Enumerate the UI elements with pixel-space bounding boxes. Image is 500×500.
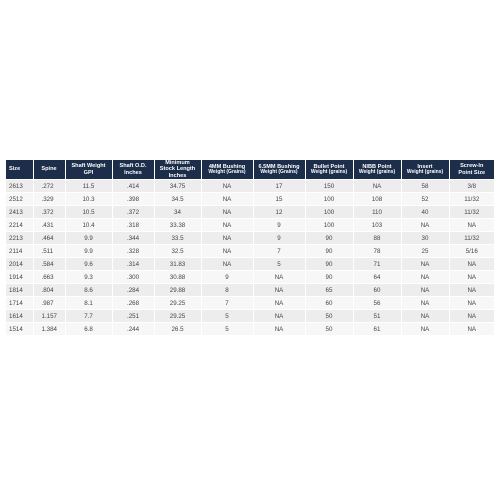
nibb-point-weight-cell: 61 [353,323,401,336]
bullet-point-weight-cell: 100 [305,206,353,219]
shaft-od-cell: .251 [112,310,154,323]
size-cell: 2014 [6,258,33,271]
screw-in-point-size-cell: 3/8 [449,180,494,193]
bullet-point-weight-cell: 90 [305,232,353,245]
min-stock-length-header-line: Stock Length [159,166,196,173]
shaft-od-header [112,160,154,180]
min-stock-length-cell: 30.88 [154,271,201,284]
min-stock-length-cell: 33.5 [154,232,201,245]
table-row [6,323,494,336]
bullet-point-weight-cell: 90 [305,271,353,284]
6-5mm-bushing-weight-cell: 17 [253,180,305,193]
shaft-weight-header [65,160,112,180]
bullet-point-weight-cell: 65 [305,284,353,297]
min-stock-length-cell: 26.5 [154,323,201,336]
size-cell: 2213 [6,232,33,245]
nibb-point-weight-cell: 71 [353,258,401,271]
nibb-point-weight-header [353,160,401,180]
insert-weight-header-line: Weight (grains) [406,168,444,175]
screw-in-point-size-cell: NA [449,219,494,232]
shaft-weight-cell: 11.5 [65,180,112,193]
nibb-point-weight-cell: 78 [353,245,401,258]
insert-weight-cell: NA [401,219,449,232]
size-cell: 2413 [6,206,33,219]
min-stock-length-cell: 29.25 [154,310,201,323]
spine-cell: .431 [33,219,65,232]
spine-cell: .372 [33,206,65,219]
screw-in-point-size-header-line: Point Size [458,169,486,176]
size-header [6,160,33,180]
min-stock-length-cell: 34.5 [154,193,201,206]
table-body [6,180,494,336]
4mm-bushing-weight-cell: 5 [201,310,253,323]
shaft-od-cell: .328 [112,245,154,258]
4mm-bushing-weight-header-line: 4MM Bushing [208,163,246,170]
spine-cell: .464 [33,232,65,245]
screw-in-point-size-cell: 11/32 [449,193,494,206]
size-cell: 2512 [6,193,33,206]
min-stock-length-cell: 34.75 [154,180,201,193]
nibb-point-weight-cell: 110 [353,206,401,219]
shaft-od-cell: .300 [112,271,154,284]
size-cell: 1514 [6,323,33,336]
nibb-point-weight-header-line: NIBB Point [362,163,392,170]
shaft-weight-header-line: Shaft Weight [71,163,106,170]
4mm-bushing-weight-cell: 9 [201,271,253,284]
header-row [6,160,494,180]
table-row [6,284,494,297]
size-header-line: Size [9,166,21,173]
insert-weight-cell: 52 [401,193,449,206]
spine-cell: .329 [33,193,65,206]
6-5mm-bushing-weight-header-line: Weight (Grains) [260,168,298,175]
shaft-od-cell: .244 [112,323,154,336]
4mm-bushing-weight-cell: NA [201,232,253,245]
insert-weight-header-line: Insert [417,163,433,170]
bullet-point-weight-cell: 50 [305,323,353,336]
spine-cell: .663 [33,271,65,284]
screw-in-point-size-cell: NA [449,271,494,284]
spine-cell: .584 [33,258,65,271]
shaft-od-cell: .268 [112,297,154,310]
bullet-point-weight-cell: 100 [305,193,353,206]
bullet-point-weight-header-line: Bullet Point [313,163,345,170]
6-5mm-bushing-weight-cell: NA [253,284,305,297]
size-cell: 2613 [6,180,33,193]
bullet-point-weight-cell: 50 [305,310,353,323]
shaft-od-cell: .318 [112,219,154,232]
spine-cell: .511 [33,245,65,258]
min-stock-length-header-line: Inches [168,172,187,179]
insert-weight-header [401,160,449,180]
table-row [6,180,494,193]
bullet-point-weight-cell: 150 [305,180,353,193]
arrow-spec-table [6,160,494,335]
min-stock-length-cell: 34 [154,206,201,219]
6-5mm-bushing-weight-cell: NA [253,297,305,310]
insert-weight-cell: 25 [401,245,449,258]
screw-in-point-size-cell: NA [449,323,494,336]
bullet-point-weight-cell: 90 [305,245,353,258]
6-5mm-bushing-weight-cell: NA [253,323,305,336]
table-row [6,258,494,271]
spine-cell: 1.157 [33,310,65,323]
shaft-od-cell: .414 [112,180,154,193]
screw-in-point-size-cell: 5/16 [449,245,494,258]
nibb-point-weight-cell: 103 [353,219,401,232]
insert-weight-cell: 40 [401,206,449,219]
insert-weight-cell: NA [401,258,449,271]
insert-weight-cell: NA [401,310,449,323]
shaft-weight-cell: 10.3 [65,193,112,206]
shaft-weight-cell: 10.5 [65,206,112,219]
insert-weight-cell: 30 [401,232,449,245]
size-cell: 1714 [6,297,33,310]
size-cell: 1814 [6,284,33,297]
insert-weight-cell: 58 [401,180,449,193]
bullet-point-weight-header-line: Weight (grains) [310,168,348,175]
shaft-weight-cell: 10.4 [65,219,112,232]
screw-in-point-size-cell: NA [449,258,494,271]
nibb-point-weight-cell: 108 [353,193,401,206]
min-stock-length-header [154,160,201,180]
spine-header [33,160,65,180]
4mm-bushing-weight-header-line: Weight (Grains) [208,168,246,175]
4mm-bushing-weight-cell: 7 [201,297,253,310]
table-row [6,206,494,219]
6-5mm-bushing-weight-cell: 5 [253,258,305,271]
table-row [6,271,494,284]
size-cell: 2114 [6,245,33,258]
shaft-weight-cell: 9.6 [65,258,112,271]
6-5mm-bushing-weight-cell: 15 [253,193,305,206]
table-row [6,232,494,245]
spine-cell: .987 [33,297,65,310]
screw-in-point-size-cell: NA [449,297,494,310]
table-row [6,245,494,258]
screw-in-point-size-cell: 11/32 [449,206,494,219]
4mm-bushing-weight-cell: NA [201,258,253,271]
shaft-od-header-line: Shaft O.D. [119,163,147,170]
4mm-bushing-weight-cell: NA [201,180,253,193]
min-stock-length-cell: 33.38 [154,219,201,232]
shaft-weight-cell: 9.3 [65,271,112,284]
screw-in-point-size-cell: NA [449,310,494,323]
4mm-bushing-weight-cell: NA [201,206,253,219]
min-stock-length-cell: 32.5 [154,245,201,258]
shaft-weight-header-line: GPI [83,169,94,176]
6-5mm-bushing-weight-cell: 9 [253,219,305,232]
table-row [6,310,494,323]
shaft-od-cell: .344 [112,232,154,245]
nibb-point-weight-cell: NA [353,180,401,193]
table-header [6,160,494,180]
shaft-weight-cell: 7.7 [65,310,112,323]
table-row [6,297,494,310]
4mm-bushing-weight-header [201,160,253,180]
spine-cell: 1.384 [33,323,65,336]
nibb-point-weight-header-line: Weight (grains) [358,168,396,175]
min-stock-length-cell: 29.25 [154,297,201,310]
spine-cell: .804 [33,284,65,297]
nibb-point-weight-cell: 88 [353,232,401,245]
size-cell: 1914 [6,271,33,284]
screw-in-point-size-header [449,160,494,180]
6-5mm-bushing-weight-cell: 7 [253,245,305,258]
shaft-od-cell: .398 [112,193,154,206]
size-cell: 2214 [6,219,33,232]
min-stock-length-header-line: Minimum [165,160,190,166]
6-5mm-bushing-weight-cell: 9 [253,232,305,245]
bullet-point-weight-header [305,160,353,180]
6-5mm-bushing-weight-header-line: 6.5MM Bushing [258,163,300,170]
size-cell: 1614 [6,310,33,323]
bullet-point-weight-cell: 90 [305,258,353,271]
6-5mm-bushing-weight-cell: NA [253,271,305,284]
shaft-weight-cell: 6.8 [65,323,112,336]
shaft-od-cell: .372 [112,206,154,219]
shaft-od-cell: .284 [112,284,154,297]
insert-weight-cell: NA [401,297,449,310]
min-stock-length-cell: 29.88 [154,284,201,297]
nibb-point-weight-cell: 51 [353,310,401,323]
shaft-od-cell: .314 [112,258,154,271]
shaft-weight-cell: 8.6 [65,284,112,297]
4mm-bushing-weight-cell: NA [201,193,253,206]
table-row [6,193,494,206]
shaft-weight-cell: 9.9 [65,245,112,258]
6-5mm-bushing-weight-cell: 12 [253,206,305,219]
shaft-od-header-line: Inches [124,169,142,176]
min-stock-length-cell: 31.83 [154,258,201,271]
shaft-weight-cell: 9.9 [65,232,112,245]
4mm-bushing-weight-cell: 8 [201,284,253,297]
table-row [6,219,494,232]
6-5mm-bushing-weight-cell: NA [253,310,305,323]
4mm-bushing-weight-cell: 5 [201,323,253,336]
bullet-point-weight-cell: 100 [305,219,353,232]
spine-cell: .272 [33,180,65,193]
screw-in-point-size-cell: 11/32 [449,232,494,245]
screw-in-point-size-header-line: Screw-In [460,163,484,170]
4mm-bushing-weight-cell: NA [201,245,253,258]
shaft-weight-cell: 8.1 [65,297,112,310]
spine-header-line: Spine [41,166,57,173]
insert-weight-cell: NA [401,323,449,336]
insert-weight-cell: NA [401,284,449,297]
nibb-point-weight-cell: 60 [353,284,401,297]
nibb-point-weight-cell: 56 [353,297,401,310]
screw-in-point-size-cell: NA [449,284,494,297]
insert-weight-cell: NA [401,271,449,284]
6-5mm-bushing-weight-header [253,160,305,180]
bullet-point-weight-cell: 60 [305,297,353,310]
nibb-point-weight-cell: 64 [353,271,401,284]
4mm-bushing-weight-cell: NA [201,219,253,232]
